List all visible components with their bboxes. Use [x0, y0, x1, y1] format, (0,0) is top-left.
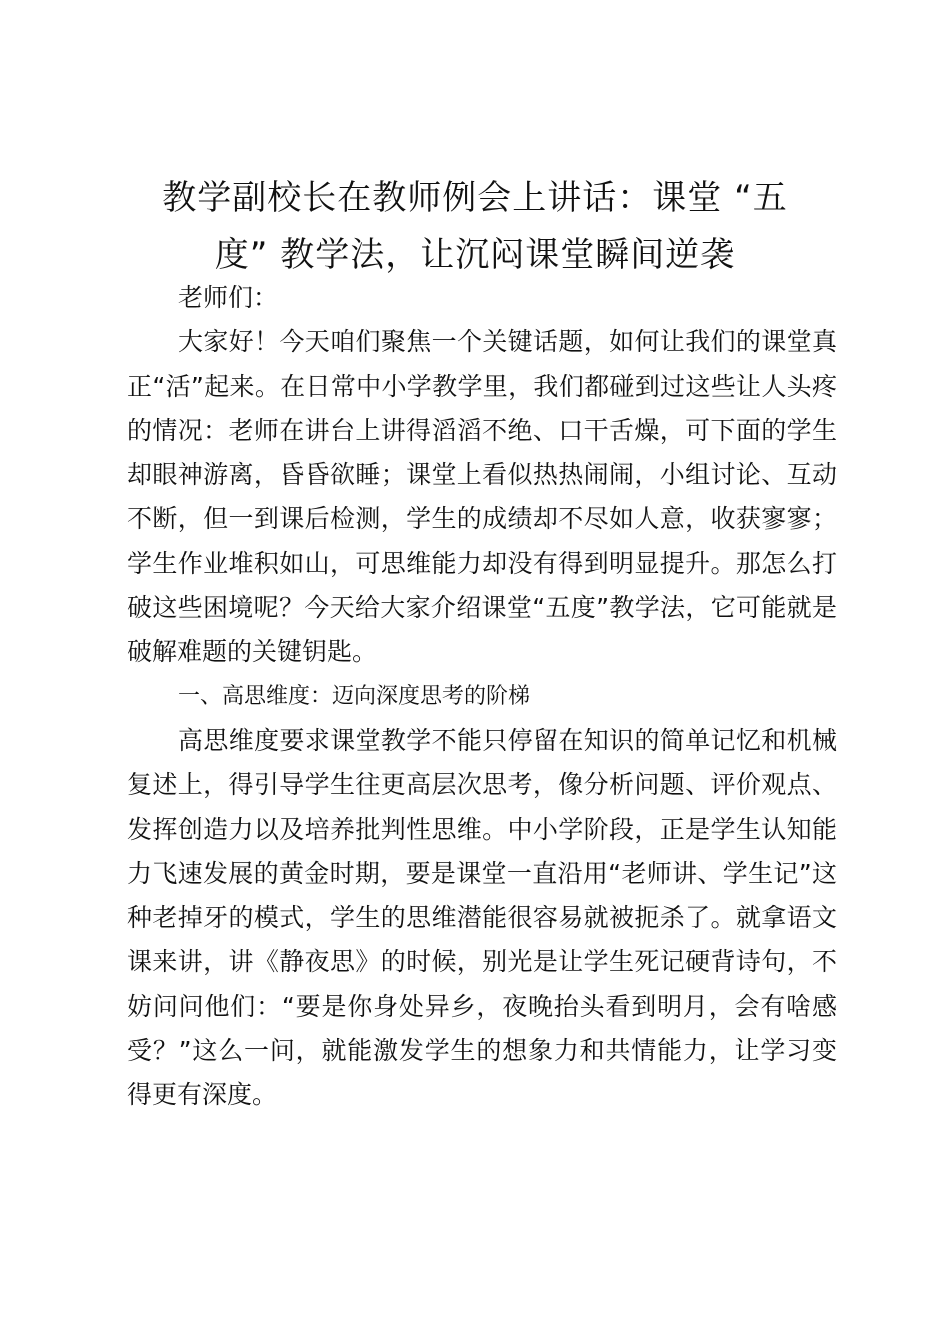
salutation: 老师们： [178, 283, 279, 312]
title-line-1: 教学副校长在教师例会上讲话：课堂 “五 [162, 178, 788, 218]
title-line-2: 度” 教学法，让沉闷课堂瞬间逆袭 [214, 235, 736, 275]
document-body [127, 276, 837, 1118]
section-heading-1: 一、高思维度：迈向深度思考的阶梯 [178, 683, 531, 709]
intro-paragraph: 大家好！今天咱们聚焦一个关键话题，如何让我们的课堂真正“活”起来。在日常中小学教学里，我们都碰到过这些让人头疼的情况：老师在讲台上讲得滔滔不绝、口干舌燥，可下面的学生却眼神游离，昏昏欲睡；课堂上看似热热闹闹，小组讨论、互动不断，但一到课后检测，学生的成绩却不尽如人意，收获寥寥；学生作业堆积如山，可思维能力却没有得到明显提升。那怎么打破这些困境呢？今天给大家介绍课堂“五度”教学法，它可能就是破解难题的关键钥匙。 [127, 327, 837, 667]
document-title [120, 170, 830, 284]
section-body-1: 高思维度要求课堂教学不能只停留在知识的简单记忆和机械复述上，得引导学生往更高层次思考，像分析问题、评价观点、发挥创造力以及培养批判性思维。中小学阶段，正是学生认知能力飞速发展的黄金时期，要是课堂一直沿用“老师讲、学生记”这种老掉牙的模式，学生的思维潜能很容易就被扼杀了。就拿语文课来讲，讲《静夜思》的时候，别光是让学生死记硬背诗句，不妨问问他们：“要是你身处异乡，夜晚抬头看到明月，会有啥感受？”这么一问，就能激发学生的想象力和共情能力，让学习变得更有深度。 [127, 725, 837, 1110]
